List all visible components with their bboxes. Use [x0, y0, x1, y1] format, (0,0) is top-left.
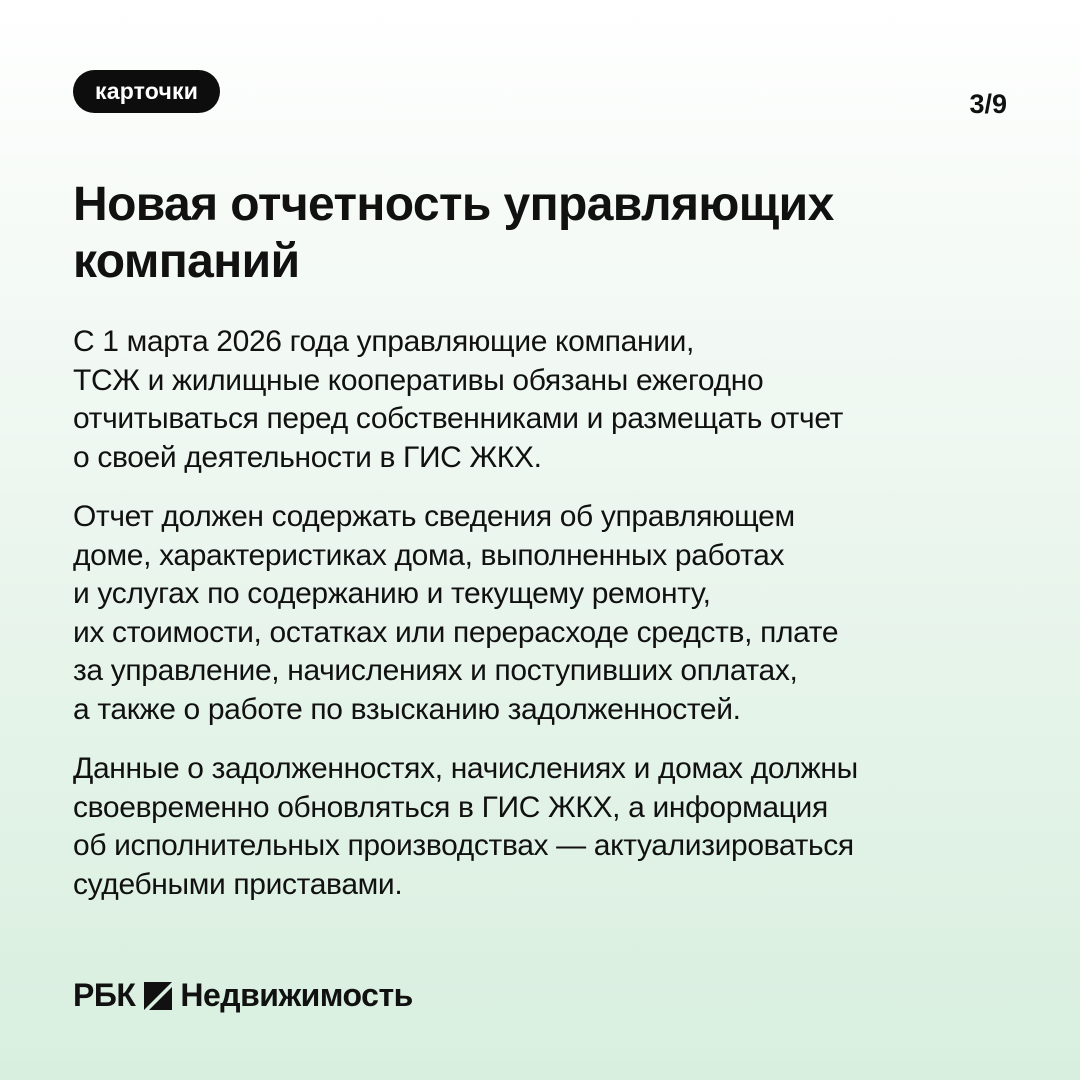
text-line: о своей деятельности в ГИС ЖКХ. — [73, 440, 542, 474]
text-line: за управление, начислениях и поступивших оплатах, — [73, 654, 798, 687]
rbc-logo — [73, 975, 413, 1015]
paragraph-1 — [73, 323, 1033, 477]
text-line: и услугах по содержанию и текущему ремонту, — [73, 577, 711, 610]
text-line: их стоимости, остатках или перерасходе средств, плате — [73, 615, 839, 649]
category-tag: карточки — [73, 70, 220, 113]
text-line: своевременно обновляться в ГИС ЖКХ, а информация — [73, 790, 828, 824]
text-line: ТСЖ и жилищные кооперативы обязаны ежегодно — [73, 363, 764, 397]
text-line: отчитываться перед собственниками и размещать отчет — [73, 402, 844, 435]
text-line: Отчет должен содержать сведения об управляющем — [73, 500, 795, 533]
page-counter: 3/9 — [969, 89, 1007, 119]
text-line: а также о работе по взысканию задолженностей. — [73, 692, 741, 726]
logo-brand: РБК — [73, 976, 136, 1013]
text-line: об исполнительных производствах — актуализироваться — [73, 829, 854, 862]
title-line: Новая отчетность управляющих — [73, 178, 834, 231]
text-line: Данные о задолженностях, начислениях и домах должны — [73, 752, 858, 785]
paragraph-2 — [73, 498, 1033, 729]
text-line: С 1 марта 2026 года управляющие компании, — [73, 325, 695, 358]
title-line: компаний — [73, 235, 300, 288]
text-line: судебными приставами. — [73, 867, 403, 901]
slash-square-icon — [144, 981, 172, 1009]
paragraph-3 — [73, 750, 1033, 904]
text-line: доме, характеристиках дома, выполненных работах — [73, 538, 785, 572]
page-title — [73, 176, 1013, 290]
article-body — [73, 323, 1033, 925]
logo-section: Недвижимость — [180, 976, 413, 1013]
